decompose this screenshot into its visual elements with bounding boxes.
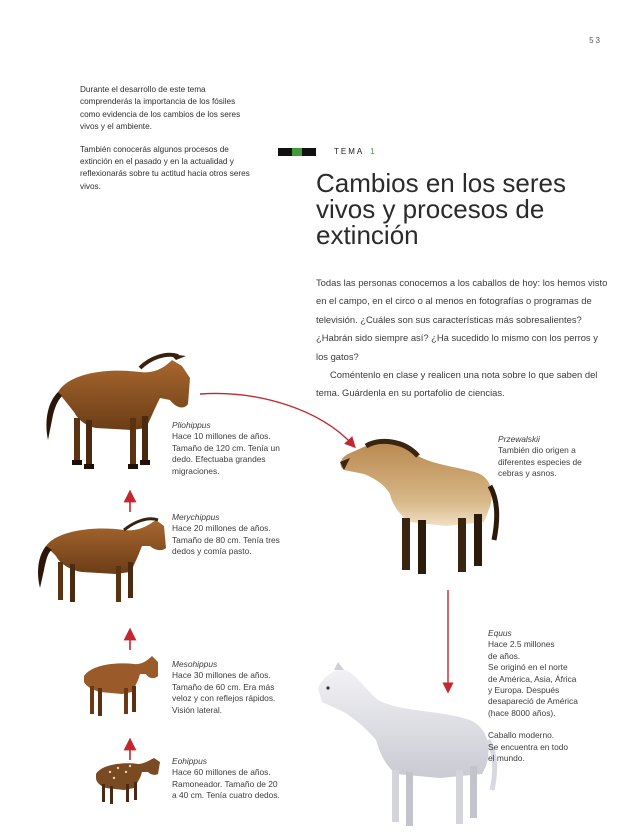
body-paragraph-2: Coméntenlo en clase y realicen una nota sobre lo que saben del tema. Guárdenla en su portafolio de ciencias. xyxy=(316,369,598,399)
caption-mesohippus xyxy=(172,659,312,716)
page-title: Cambios en los seres vivos y procesos de extinción xyxy=(316,168,566,250)
caption-line: de América, Asia, África xyxy=(488,673,577,684)
merychippus-illustration xyxy=(38,519,166,602)
caption-line: de años. xyxy=(488,650,521,661)
caption-line: Visión lateral. xyxy=(172,704,223,715)
caption-line: Hace 30 millones de años. xyxy=(172,670,271,681)
page-number: 53 xyxy=(589,36,602,45)
caption-line: Tamaño de 60 cm. Era más xyxy=(172,681,275,692)
caption-line: Caballo moderno. xyxy=(488,730,555,741)
caption-name: Pliohippus xyxy=(172,420,211,430)
mesohippus-illustration xyxy=(84,656,158,716)
caption-name: Mesohippus xyxy=(172,659,218,669)
caption-line: desapareció de América xyxy=(488,696,578,707)
caption-line: el mundo. xyxy=(488,753,525,764)
caption-line: dedos y comía pasto. xyxy=(172,546,252,557)
caption-line: y Europa. Después xyxy=(488,685,560,696)
caption-przewalskii xyxy=(498,434,610,480)
caption-line: cebras y asnos. xyxy=(498,468,557,479)
equus-illustration xyxy=(318,662,495,826)
pliohippus-illustration xyxy=(46,354,190,469)
caption-merychippus xyxy=(172,512,312,558)
tema-label: TEMA 1 xyxy=(334,147,377,156)
body-paragraph-1: Todas las personas conocemos a los caballos de hoy: los hemos visto en el campo, en el circo o al menos en fotografías o programas de televisión. ¿Cuáles son sus características más sobresalientes? ¿Habrán sido siempre así? ¿Ha sucedido lo mismo con los perros y los gatos? xyxy=(316,277,608,362)
intro-paragraph-1: Durante el desarrollo de este tema comprenderás la importancia de los fósiles como evidencia de los cambios de los seres vivos y el ambiente. xyxy=(80,85,241,132)
caption-line: Tamaño de 80 cm. Tenía tres xyxy=(172,534,280,545)
caption-line: Se originó en el norte xyxy=(488,662,568,673)
caption-line: dedo. Efectuaba grandes xyxy=(172,454,266,465)
caption-name: Merychippus xyxy=(172,512,220,522)
caption-equus xyxy=(488,628,610,764)
caption-line: a 40 cm. Tenía cuatro dedos. xyxy=(172,790,280,801)
przewalskii-illustration xyxy=(340,440,497,574)
eohippus-illustration xyxy=(96,758,160,804)
caption-line: Tamaño de 120 cm. Tenía un xyxy=(172,442,280,453)
caption-pliohippus xyxy=(172,420,312,477)
intro-paragraph-2: También conocerás algunos procesos de extinción en el pasado y en la actualidad y reflexionarás sobre tu actitud hacia otros seres vivos. xyxy=(80,144,250,191)
caption-name: Eohippus xyxy=(172,756,207,766)
caption-name: Przewalskii xyxy=(498,434,540,444)
caption-line: Hace 60 millones de años. xyxy=(172,767,271,778)
caption-line: También dio origen a xyxy=(498,445,576,456)
caption-name: Equus xyxy=(488,628,512,638)
tema-number: 1 xyxy=(370,147,377,156)
caption-spacer xyxy=(488,719,610,730)
caption-line: Hace 2.5 millones xyxy=(488,639,555,650)
caption-line: diferentes especies de xyxy=(498,456,582,467)
caption-line: Hace 10 millones de años. xyxy=(172,431,271,442)
caption-line: Hace 20 millones de años. xyxy=(172,523,271,534)
caption-line: Ramoneador. Tamaño de 20 xyxy=(172,778,278,789)
caption-line: veloz y con reflejos rápidos. xyxy=(172,693,276,704)
caption-line: migraciones. xyxy=(172,465,220,476)
caption-line: (hace 8000 años). xyxy=(488,707,556,718)
caption-line: Se encuentra en todo xyxy=(488,741,569,752)
caption-eohippus xyxy=(172,756,312,802)
